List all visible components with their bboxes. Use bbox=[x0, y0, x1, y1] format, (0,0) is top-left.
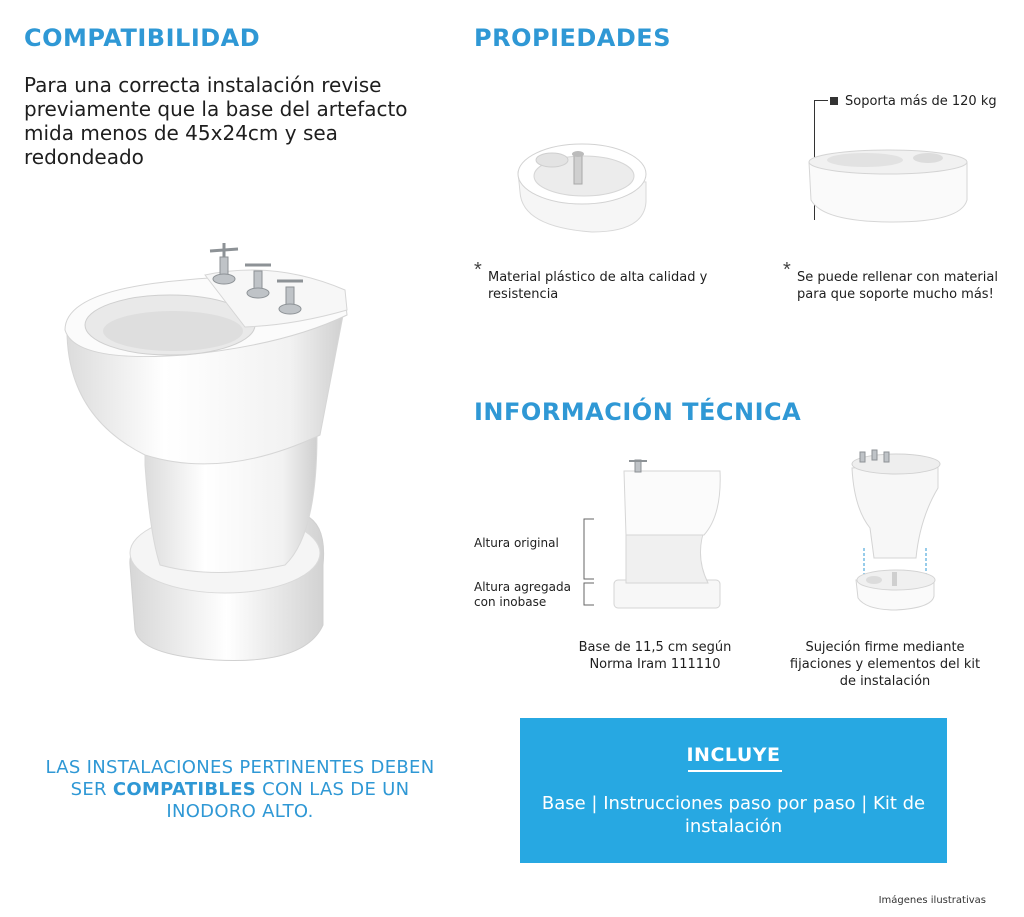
compatibility-text: Para una correcta instalación revise previamente que la base del artefacto mida menos de 45x24cm y sea redondeado bbox=[24, 73, 408, 169]
includes-title: INCLUYE bbox=[686, 744, 781, 766]
technical-info-title: INFORMACIÓN TÉCNICA bbox=[474, 398, 802, 426]
base-side-view-image bbox=[803, 140, 973, 225]
height-bracket bbox=[580, 515, 600, 610]
weight-label: Soporta más de 120 kg bbox=[845, 94, 997, 109]
properties-title: PROPIEDADES bbox=[474, 24, 671, 52]
property-material: Material plástico de alta calidad y resistencia bbox=[488, 270, 708, 302]
caption-sujecion: Sujeción firme mediante fijaciones y elementos del kit de instalación bbox=[789, 640, 981, 689]
asterisk-icon: * bbox=[474, 259, 482, 281]
notice-part2: CON LAS DE UN INODORO ALTO. bbox=[166, 779, 410, 822]
includes-list: Base | Instrucciones paso por paso | Kit de instalación bbox=[541, 793, 926, 837]
asterisk-icon: * bbox=[783, 259, 791, 281]
includes-box bbox=[520, 718, 947, 863]
bidet-with-base-image bbox=[55, 235, 375, 665]
includes-title-underline bbox=[688, 770, 782, 772]
altura-agregada-label: Altura agregada con inobase bbox=[474, 580, 571, 609]
weight-marker bbox=[830, 97, 838, 105]
altura-original-label: Altura original bbox=[474, 536, 559, 550]
notice-part1: LAS INSTALACIONES PERTINENTES DEBEN SER bbox=[45, 757, 435, 800]
caption-base-norma: Base de 11,5 cm según Norma Iram 111110 bbox=[578, 640, 732, 672]
property-refill: Se puede rellenar con material para que soporte mucho más! bbox=[797, 270, 998, 302]
notice-bold: COMPATIBLES bbox=[112, 779, 257, 800]
compatibility-notice bbox=[40, 757, 440, 823]
illustrative-images-note: Imágenes ilustrativas bbox=[878, 895, 986, 906]
compatibility-title: COMPATIBILIDAD bbox=[24, 24, 261, 52]
base-top-view-image bbox=[512, 132, 652, 237]
bidet-exploded-view-image bbox=[846, 448, 946, 618]
bidet-side-view-image bbox=[608, 455, 728, 615]
